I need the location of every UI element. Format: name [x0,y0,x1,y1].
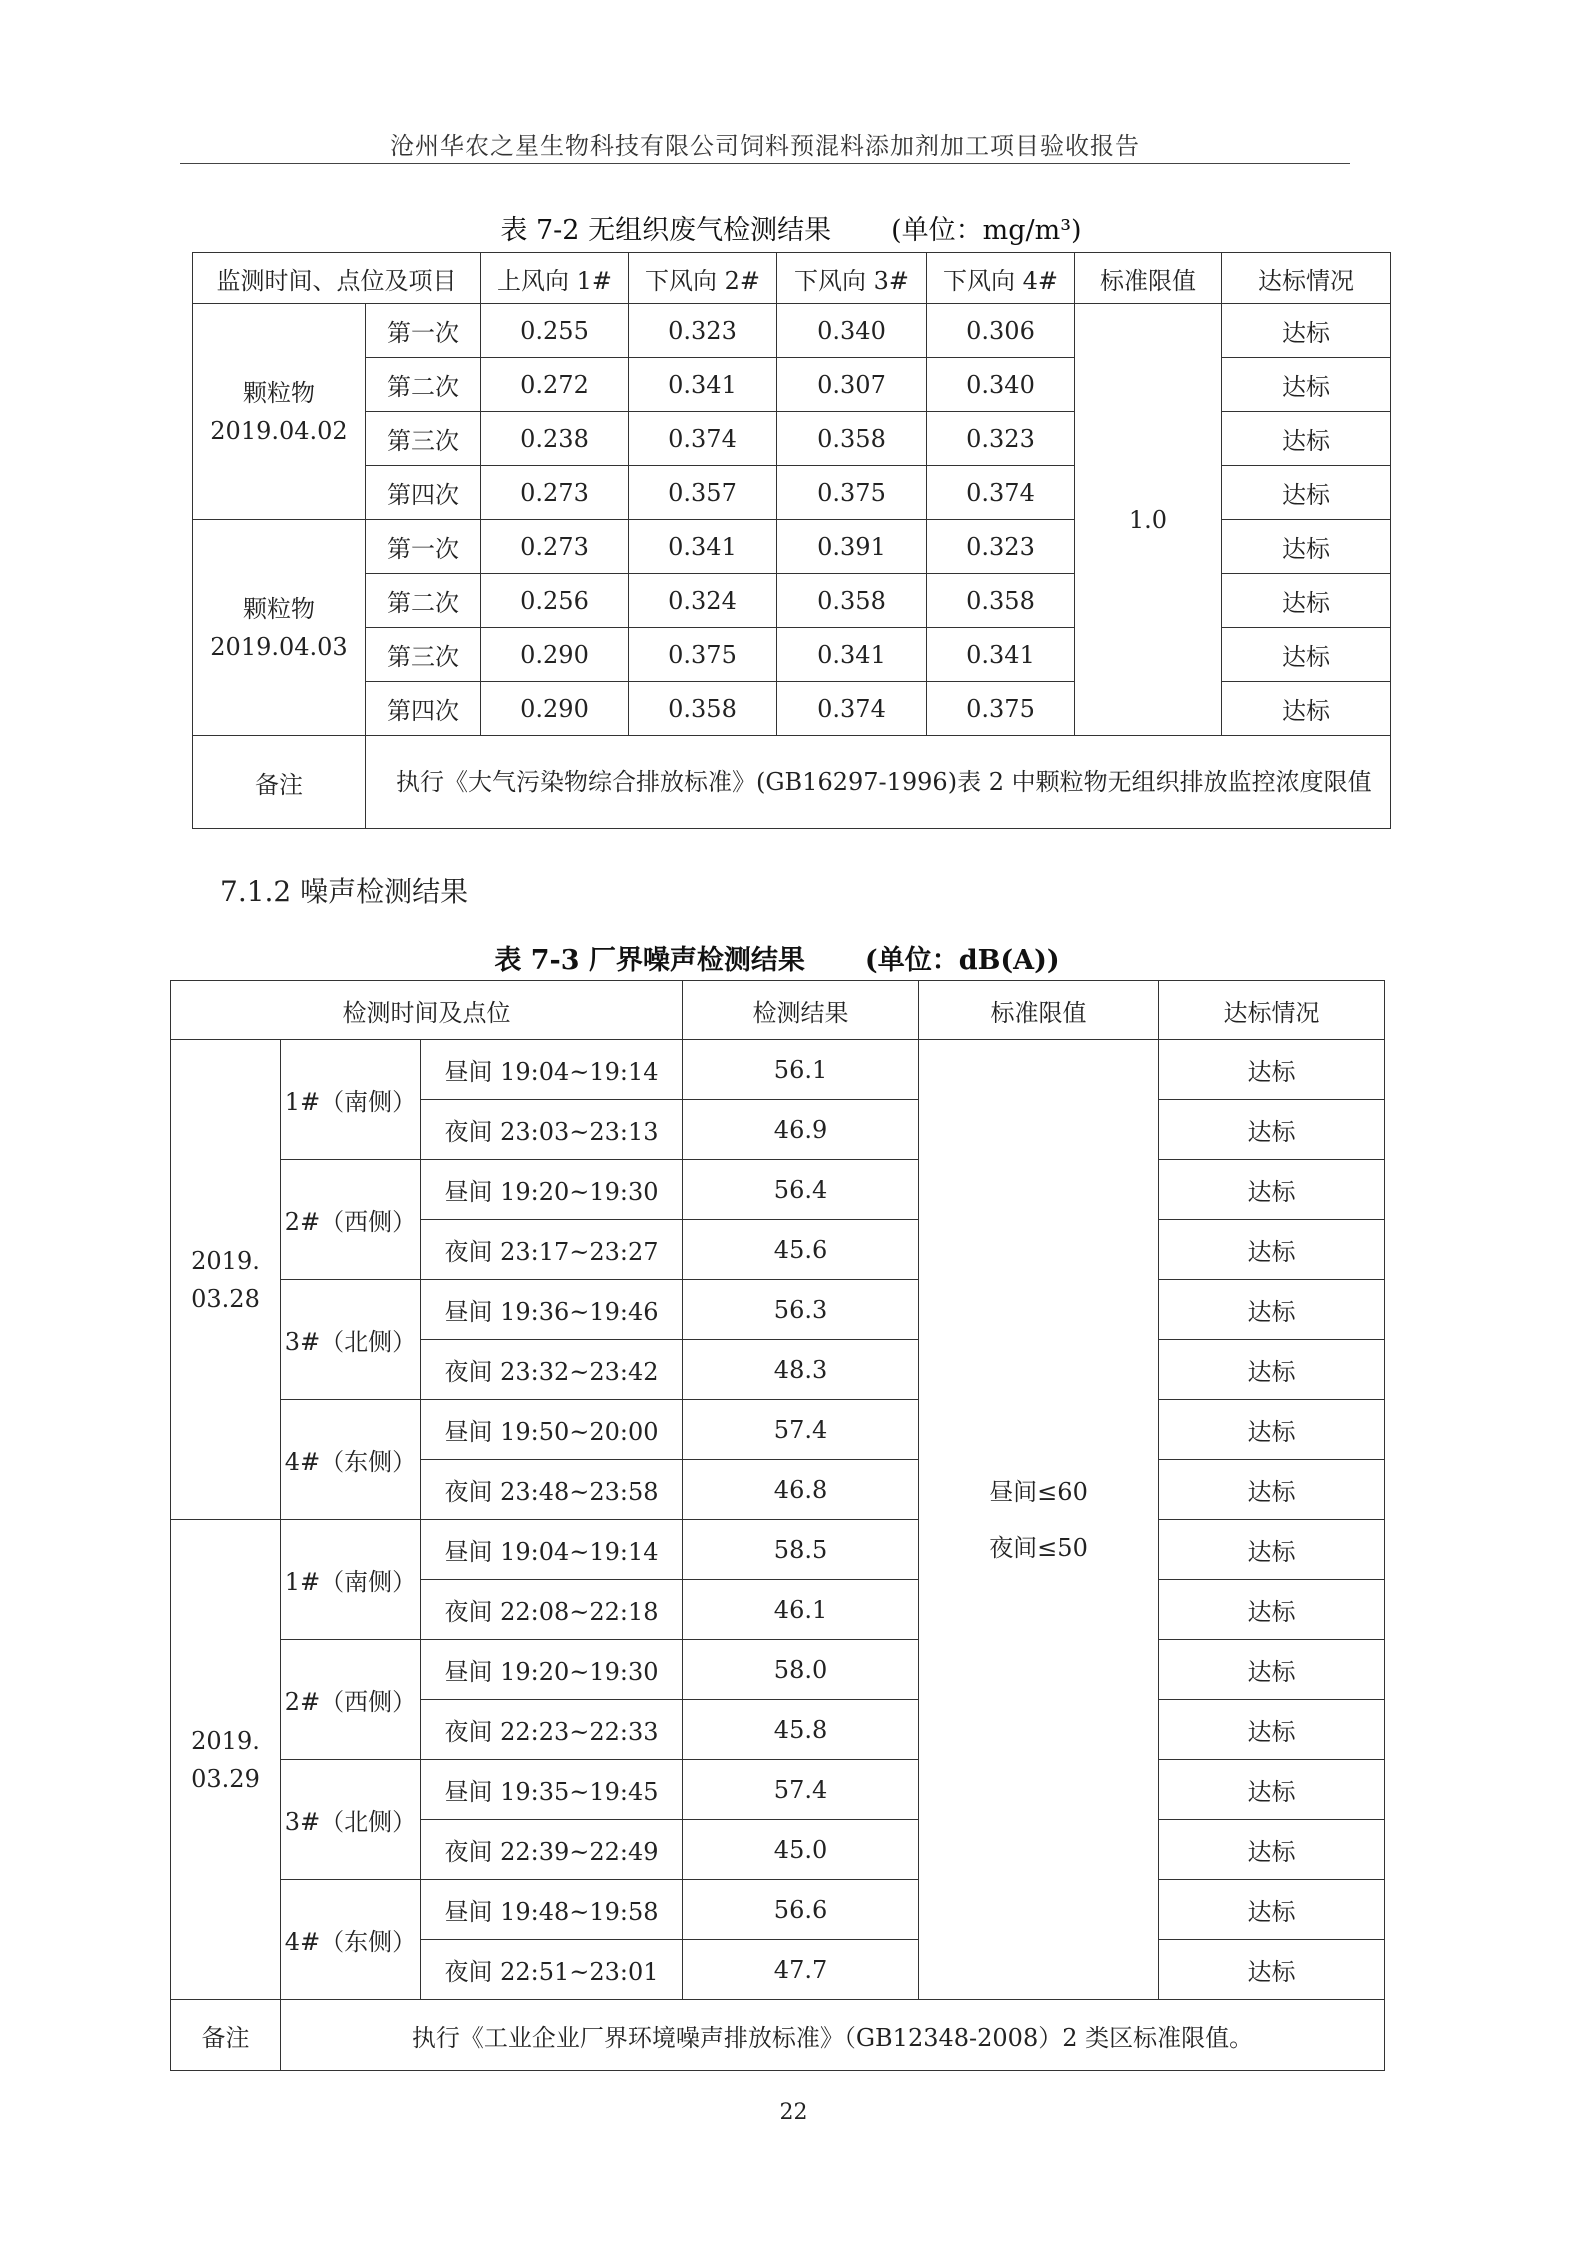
noise-value: 47.7 [683,1940,919,2000]
concentration-value: 0.341 [927,628,1075,682]
sample-sequence: 第二次 [366,358,481,412]
time-period: 夜间 23:48~23:58 [421,1460,683,1520]
compliance-status: 达标 [1159,1700,1385,1760]
noise-value: 57.4 [683,1760,919,1820]
time-period: 昼间 19:35~19:45 [421,1760,683,1820]
time-period: 昼间 19:20~19:30 [421,1640,683,1700]
table-row [171,1040,1385,1100]
time-period: 夜间 23:32~23:42 [421,1340,683,1400]
compliance-status: 达标 [1159,1820,1385,1880]
compliance-status: 达标 [1159,1400,1385,1460]
noise-value: 57.4 [683,1400,919,1460]
page-header: 沧州华农之星生物科技有限公司饲料预混料添加剂加工项目验收报告 [390,132,1140,160]
concentration-value: 0.306 [927,304,1075,358]
table-7-3 [170,980,1385,2071]
column-header: 上风向 1# [481,253,629,304]
time-period: 夜间 23:03~23:13 [421,1100,683,1160]
time-period: 夜间 22:08~22:18 [421,1580,683,1640]
compliance-status: 达标 [1159,1040,1385,1100]
compliance-status: 达标 [1222,520,1391,574]
column-header: 下风向 4# [927,253,1075,304]
sample-sequence: 第四次 [366,466,481,520]
compliance-status: 达标 [1222,304,1391,358]
item-date-cell [193,520,366,736]
concentration-value: 0.358 [777,412,927,466]
item-label: 颗粒物 [243,594,315,623]
noise-value: 48.3 [683,1340,919,1400]
noise-value: 58.0 [683,1640,919,1700]
test-date-day: 03.28 [191,1284,260,1313]
concentration-value: 0.323 [629,304,777,358]
concentration-value: 0.358 [629,682,777,736]
header-divider [180,163,1350,164]
page-number: 22 [779,2100,808,2125]
table-7-2-caption [192,208,1390,247]
compliance-status: 达标 [1159,1520,1385,1580]
table-row [171,1280,1385,1340]
note-label: 备注 [193,736,366,829]
column-header: 下风向 2# [629,253,777,304]
concentration-value: 0.307 [777,358,927,412]
noise-value: 45.8 [683,1700,919,1760]
table-row [171,1880,1385,1940]
test-date-day: 03.29 [191,1764,260,1793]
concentration-value: 0.290 [481,628,629,682]
compliance-status: 达标 [1222,412,1391,466]
test-date-year: 2019. [191,1726,260,1755]
compliance-status: 达标 [1159,1580,1385,1640]
concentration-value: 0.391 [777,520,927,574]
note-row [193,736,1391,829]
sample-sequence: 第四次 [366,682,481,736]
noise-value: 56.3 [683,1280,919,1340]
compliance-status: 达标 [1159,1280,1385,1340]
time-period: 昼间 19:20~19:30 [421,1160,683,1220]
table-7-3-unit: (单位：dB(A)) [864,945,1060,976]
sample-sequence: 第一次 [366,520,481,574]
concentration-value: 0.341 [777,628,927,682]
measurement-point: 1#（南侧） [281,1520,421,1640]
compliance-status: 达标 [1222,628,1391,682]
noise-value: 56.6 [683,1880,919,1940]
concentration-value: 0.340 [927,358,1075,412]
compliance-status: 达标 [1222,574,1391,628]
column-header: 检测结果 [683,981,919,1040]
test-date-year: 2019. [191,1246,260,1275]
item-label: 颗粒物 [243,378,315,407]
compliance-status: 达标 [1159,1100,1385,1160]
column-header: 下风向 3# [777,253,927,304]
compliance-status: 达标 [1159,1340,1385,1400]
section-heading: 7.1.2 噪声检测结果 [220,875,469,908]
noise-value: 46.8 [683,1460,919,1520]
table-row [171,1400,1385,1460]
concentration-value: 0.340 [777,304,927,358]
noise-value: 56.1 [683,1040,919,1100]
concentration-value: 0.357 [629,466,777,520]
measurement-point: 3#（北侧） [281,1280,421,1400]
standard-limit: 1.0 [1075,304,1222,736]
night-limit: 夜间≤50 [989,1533,1088,1562]
noise-value: 56.4 [683,1160,919,1220]
noise-value: 46.9 [683,1100,919,1160]
concentration-value: 0.255 [481,304,629,358]
sample-sequence: 第三次 [366,628,481,682]
table-row [171,1760,1385,1820]
concentration-value: 0.375 [629,628,777,682]
time-period: 夜间 22:39~22:49 [421,1820,683,1880]
concentration-value: 0.358 [927,574,1075,628]
compliance-status: 达标 [1222,682,1391,736]
column-header: 达标情况 [1222,253,1391,304]
table-7-2-unit: (单位：mg/m³) [891,215,1082,246]
compliance-status: 达标 [1159,1760,1385,1820]
measurement-point: 1#（南侧） [281,1040,421,1160]
compliance-status: 达标 [1159,1640,1385,1700]
note-text: 执行《大气污染物综合排放标准》(GB16297-1996)表 2 中颗粒物无组织排放监控浓度限值 [366,736,1391,829]
concentration-value: 0.375 [777,466,927,520]
standard-limit [919,1040,1159,2000]
noise-value: 45.6 [683,1220,919,1280]
concentration-value: 0.358 [777,574,927,628]
concentration-value: 0.323 [927,520,1075,574]
time-period: 昼间 19:04~19:14 [421,1040,683,1100]
table-7-3-title: 表 7-3 厂界噪声检测结果 [494,945,805,976]
time-period: 昼间 19:36~19:46 [421,1280,683,1340]
compliance-status: 达标 [1159,1940,1385,2000]
table-row [171,1640,1385,1700]
sample-date: 2019.04.03 [210,632,348,661]
concentration-value: 0.273 [481,520,629,574]
table-row [193,304,1391,358]
compliance-status: 达标 [1159,1220,1385,1280]
measurement-point: 4#（东侧） [281,1880,421,2000]
sample-sequence: 第二次 [366,574,481,628]
table-7-3-caption [170,938,1384,977]
column-header: 标准限值 [919,981,1159,1040]
compliance-status: 达标 [1159,1460,1385,1520]
measurement-point: 2#（西侧） [281,1640,421,1760]
table-header-row [171,981,1385,1040]
compliance-status: 达标 [1159,1880,1385,1940]
concentration-value: 0.374 [777,682,927,736]
compliance-status: 达标 [1222,466,1391,520]
concentration-value: 0.341 [629,520,777,574]
note-row [171,2000,1385,2071]
concentration-value: 0.324 [629,574,777,628]
compliance-status: 达标 [1222,358,1391,412]
measurement-point: 2#（西侧） [281,1160,421,1280]
time-period: 夜间 22:51~23:01 [421,1940,683,2000]
time-period: 昼间 19:04~19:14 [421,1520,683,1580]
measurement-point: 4#（东侧） [281,1400,421,1520]
time-period: 昼间 19:48~19:58 [421,1880,683,1940]
table-7-2 [192,252,1391,829]
column-header: 标准限值 [1075,253,1222,304]
time-period: 夜间 23:17~23:27 [421,1220,683,1280]
test-date [171,1520,281,2000]
table-row [171,1520,1385,1580]
compliance-status: 达标 [1159,1160,1385,1220]
noise-value: 45.0 [683,1820,919,1880]
concentration-value: 0.341 [629,358,777,412]
column-header: 达标情况 [1159,981,1385,1040]
column-header: 监测时间、点位及项目 [193,253,481,304]
table-7-2-title: 表 7-2 无组织废气检测结果 [500,215,832,246]
concentration-value: 0.272 [481,358,629,412]
concentration-value: 0.256 [481,574,629,628]
note-label: 备注 [171,2000,281,2071]
table-header-row [193,253,1391,304]
concentration-value: 0.374 [927,466,1075,520]
column-header: 检测时间及点位 [171,981,683,1040]
sample-sequence: 第三次 [366,412,481,466]
test-date [171,1040,281,1520]
note-text: 执行《工业企业厂界环境噪声排放标准》（GB12348-2008）2 类区标准限值。 [281,2000,1385,2071]
concentration-value: 0.374 [629,412,777,466]
concentration-value: 0.375 [927,682,1075,736]
noise-value: 58.5 [683,1520,919,1580]
table-row [171,1160,1385,1220]
item-date-cell [193,304,366,520]
concentration-value: 0.290 [481,682,629,736]
concentration-value: 0.238 [481,412,629,466]
sample-date: 2019.04.02 [210,416,348,445]
concentration-value: 0.273 [481,466,629,520]
measurement-point: 3#（北侧） [281,1760,421,1880]
day-limit: 昼间≤60 [989,1477,1088,1506]
noise-value: 46.1 [683,1580,919,1640]
time-period: 夜间 22:23~22:33 [421,1700,683,1760]
concentration-value: 0.323 [927,412,1075,466]
sample-sequence: 第一次 [366,304,481,358]
time-period: 昼间 19:50~20:00 [421,1400,683,1460]
